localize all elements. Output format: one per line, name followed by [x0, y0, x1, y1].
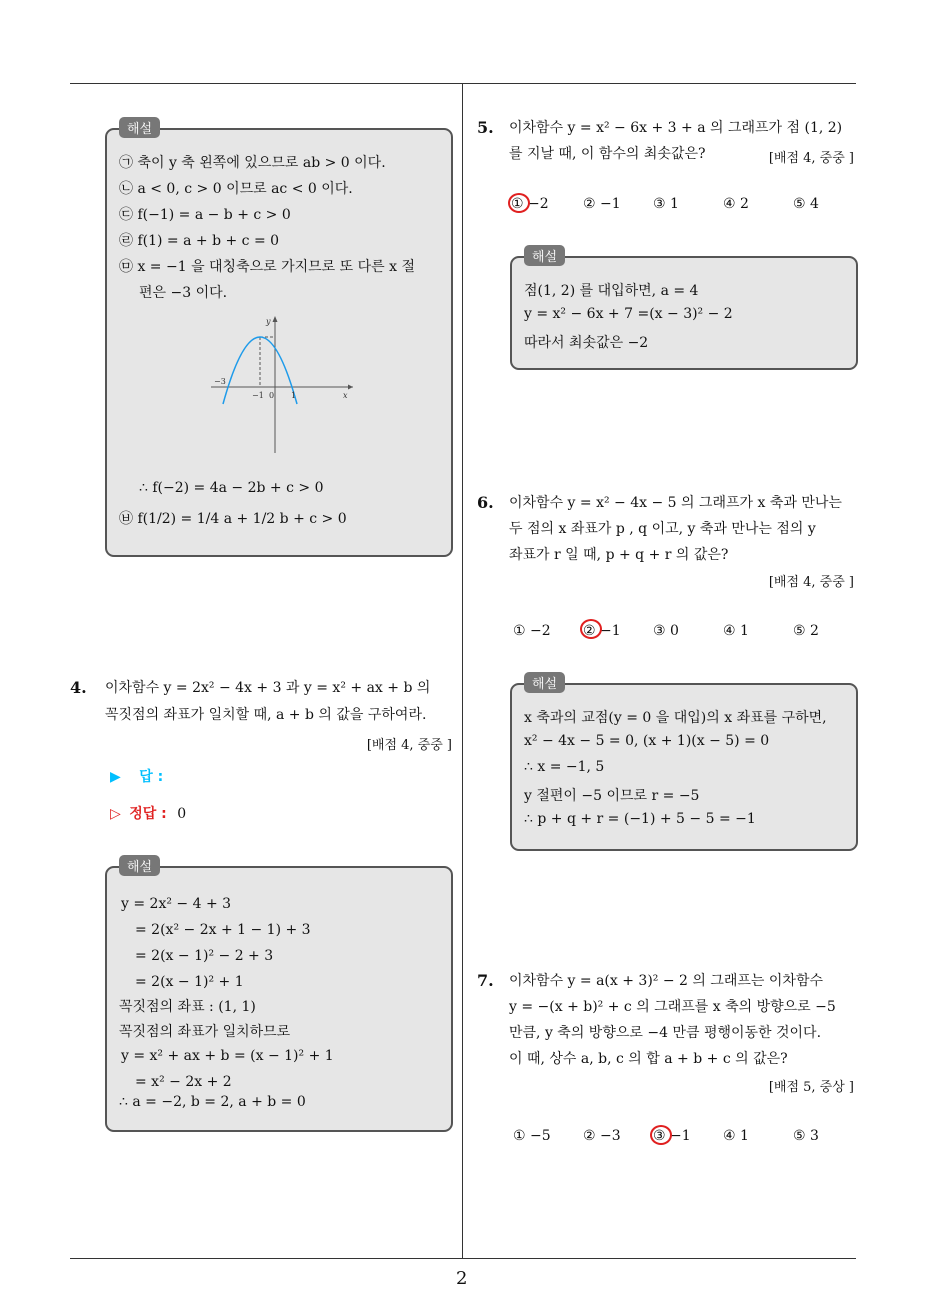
solution-tag: 해설	[524, 672, 565, 693]
question-text: 두 점의 x 좌표가 p , q 이고, y 축과 만나는 점의 y	[509, 521, 816, 537]
solution-line: ㉣ f(1) = a + b + c = 0	[119, 233, 280, 249]
choice-1[interactable]: ① −5	[513, 1128, 551, 1144]
top-rule	[70, 83, 856, 84]
solution-line: x 축과의 교점(y = 0 을 대입)의 x 좌표를 구하면,	[524, 710, 827, 726]
solution-line: ㉠ 축이 y 축 왼쪽에 있으므로 ab > 0 이다.	[119, 155, 386, 171]
answer-input-row[interactable]	[110, 766, 163, 786]
choice-1[interactable]: ① −2	[513, 623, 551, 639]
solution-line: y = x² + ax + b = (x − 1)² + 1	[121, 1048, 334, 1064]
choice-2[interactable]: ② −1	[583, 623, 621, 639]
graph-label-y: y	[266, 317, 271, 326]
graph-label-zero: 0	[269, 391, 275, 400]
solution-line: 따라서 최솟값은 −2	[524, 335, 649, 351]
solution-line: ∴ a = −2, b = 2, a + b = 0	[119, 1094, 306, 1110]
question-text: y = −(x + b)² + c 의 그래프를 x 축의 방향으로 −5	[509, 999, 836, 1015]
solution-box-2	[105, 860, 453, 1132]
correct-arrow-icon: ▷	[110, 806, 121, 822]
question-meta: [배점 4, 중중 ]	[768, 151, 854, 166]
solution-line: 꼭짓점의 좌표가 일치하므로	[119, 1024, 291, 1040]
solution-line: ∴ p + q + r = (−1) + 5 − 5 = −1	[524, 811, 756, 827]
solution-line: = 2(x − 1)² + 1	[135, 974, 244, 990]
choice-2[interactable]: ② −1	[583, 196, 621, 212]
choice-4[interactable]: ④ 2	[723, 196, 749, 212]
choice-3[interactable]: ③ −1	[653, 1128, 691, 1144]
choice-4[interactable]: ④ 1	[723, 623, 749, 639]
solution-line: y = 2x² − 4 + 3	[121, 896, 232, 912]
correct-value: 0	[177, 806, 187, 822]
solution-line: 점(1, 2) 를 대입하면, a = 4	[524, 283, 699, 299]
question-number: 6.	[477, 493, 494, 512]
correct-answer-row	[110, 803, 186, 823]
question-meta: [배점 4, 중중 ]	[768, 575, 854, 590]
solution-line: ㉤ x = −1 을 대칭축으로 가지므로 또 다른 x 절	[119, 259, 415, 275]
answer-arrow-icon: ▶	[110, 769, 121, 785]
solution-line: 꼭짓점의 좌표 : (1, 1)	[119, 999, 256, 1015]
solution-line: ㉡ a < 0, c > 0 이므로 ac < 0 이다.	[119, 181, 353, 197]
solution-box-1	[105, 122, 453, 557]
solution-line: ㉥ f(1/2) = 1/4 a + 1/2 b + c > 0	[119, 511, 347, 527]
question-text: 를 지날 때, 이 함수의 최솟값은?	[509, 146, 706, 162]
solution-line: = 2(x² − 2x + 1 − 1) + 3	[135, 922, 311, 938]
graph-label-x: x	[343, 391, 348, 400]
question-text: 좌표가 r 일 때, p + q + r 의 값은?	[509, 547, 729, 563]
choice-5[interactable]: ⑤ 2	[793, 623, 819, 639]
solution-line: y 절편이 −5 이므로 r = −5	[524, 788, 700, 804]
question-text: 이 때, 상수 a, b, c 의 합 a + b + c 의 값은?	[509, 1051, 788, 1067]
question-number: 7.	[477, 971, 494, 990]
correct-label: 정답 :	[129, 806, 167, 822]
solution-line: y = x² − 6x + 7 =(x − 3)² − 2	[524, 306, 733, 322]
solution-line: ∴ f(−2) = 4a − 2b + c > 0	[139, 480, 324, 496]
solution-box-q5	[510, 250, 858, 370]
graph-label-one: 1	[291, 391, 297, 400]
solution-line: 편은 −3 이다.	[139, 285, 228, 301]
choice-3[interactable]: ③ 1	[653, 196, 679, 212]
solution-line: = 2(x − 1)² − 2 + 3	[135, 948, 274, 964]
answer-label: 답 :	[139, 769, 164, 785]
parabola-graph	[211, 314, 357, 454]
selected-answer-circle	[650, 1125, 672, 1145]
solution-line: = x² − 2x + 2	[135, 1074, 232, 1090]
solution-tag: 해설	[119, 117, 160, 138]
choice-2[interactable]: ② −3	[583, 1128, 621, 1144]
graph-label-neg1: −1	[252, 391, 264, 400]
choice-3[interactable]: ③ 0	[653, 623, 679, 639]
page-number: 2	[456, 1268, 468, 1289]
question-number: 5.	[477, 118, 494, 137]
question-meta: [배점 5, 중상 ]	[768, 1080, 854, 1095]
question-text: 만큼, y 축의 방향으로 −4 만큼 평행이동한 것이다.	[509, 1025, 822, 1041]
question-meta: [배점 4, 중중 ]	[366, 738, 452, 753]
solution-line: x² − 4x − 5 = 0, (x + 1)(x − 5) = 0	[524, 733, 770, 749]
solution-line: ㉢ f(−1) = a − b + c > 0	[119, 207, 291, 223]
question-text: 이차함수 y = x² − 4x − 5 의 그래프가 x 축과 만나는	[509, 495, 842, 511]
solution-box-q6	[510, 677, 858, 851]
solution-tag: 해설	[524, 245, 565, 266]
selected-answer-circle	[508, 193, 530, 213]
question-text: 꼭짓점의 좌표가 일치할 때, a + b 의 값을 구하여라.	[105, 707, 427, 723]
solution-line: ∴ x = −1, 5	[524, 759, 605, 775]
question-text: 이차함수 y = 2x² − 4x + 3 과 y = x² + ax + b 의	[105, 680, 431, 696]
choice-4[interactable]: ④ 1	[723, 1128, 749, 1144]
column-divider	[462, 83, 463, 1258]
question-text: 이차함수 y = a(x + 3)² − 2 의 그래프는 이차함수	[509, 973, 824, 989]
solution-tag: 해설	[119, 855, 160, 876]
question-number: 4.	[70, 678, 87, 697]
bottom-rule	[70, 1258, 856, 1259]
selected-answer-circle	[580, 619, 602, 639]
question-text: 이차함수 y = x² − 6x + 3 + a 의 그래프가 점 (1, 2)	[509, 120, 843, 136]
choice-5[interactable]: ⑤ 4	[793, 196, 819, 212]
choice-1[interactable]: ① −2	[511, 196, 549, 212]
choice-5[interactable]: ⑤ 3	[793, 1128, 819, 1144]
graph-label-neg3: −3	[214, 377, 226, 386]
